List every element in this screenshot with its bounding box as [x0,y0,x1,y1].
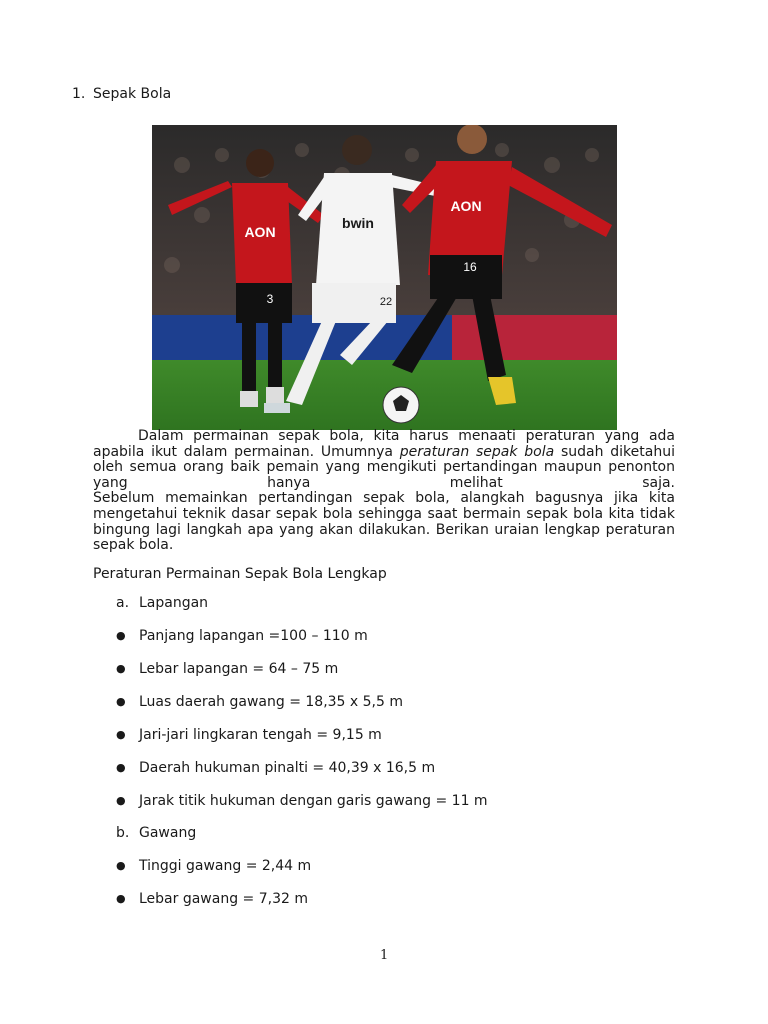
section-title: Sepak Bola [93,86,172,102]
bullet-icon: ● [116,629,126,642]
list-item [116,694,403,710]
bullet-icon: ● [116,794,126,807]
bullet-icon: ● [116,695,126,708]
jersey-sponsor-left: AON [244,224,276,240]
rules-subtitle: Peraturan Permainan Sepak Bola Lengkap [93,566,387,582]
jersey-sponsor-right: AON [450,198,482,214]
paragraph-line-7: bingung lagi langkah apa yang akan dilakukan. Berikan uraian lengkap peraturan [93,521,675,538]
list-item-text: Panjang lapangan =100 – 110 m [139,628,368,644]
list-heading-b [116,825,196,841]
list-marker-b: b. [116,825,130,841]
list-item-text: Tinggi gawang = 2,44 m [139,858,312,874]
football-match-image [152,125,617,430]
list-item [116,891,308,907]
paragraph-line-3: oleh semua orang baik pemain yang mengikuti pertandingan maupun penonton [93,459,675,476]
jersey-sponsor-center: bwin [342,215,374,231]
list-item [116,793,488,809]
paragraph-line-2 [93,445,675,461]
paragraph-line-6: mengetahui teknik dasar sepak bola sehingga saat bermain sepak bola kita tidak [93,505,675,522]
page-number: 1 [380,948,389,963]
football-photo [152,125,617,430]
list-item [116,760,435,776]
list-item [116,858,311,874]
bullet-icon: ● [116,892,126,905]
paragraph-line-1: Dalam permainan sepak bola, kita harus menaati peraturan yang ada [138,428,675,444]
bullet-icon: ● [116,728,126,741]
section-heading [72,86,171,102]
list-item-text: Luas daerah gawang = 18,35 x 5,5 m [139,694,403,710]
paragraph-line-4: yang hanya melihat saja. [93,474,675,491]
paragraph-line-5: Sebelum memainkan pertandingan sepak bola, alangkah bagusnya jika kita [93,490,675,507]
bullet-icon: ● [116,662,126,675]
list-heading-a [116,595,208,611]
paragraph-line-2-end: sudah diketahui [560,443,675,460]
list-marker-a: a. [116,595,130,611]
paragraph-line-2-italic: peraturan sepak bola [399,443,555,460]
list-item-text: Lebar lapangan = 64 – 75 m [139,661,339,677]
paragraph-line-8: sepak bola. [93,537,174,554]
list-item-text: Jari-jari lingkaran tengah = 9,15 m [139,727,382,743]
list-item [116,661,338,677]
jersey-number-right: 16 [463,260,477,274]
bullet-icon: ● [116,761,126,774]
list-item [116,727,382,743]
paragraph-line-2-start: apabila ikut dalam permainan. Umumnya [93,443,393,460]
bullet-icon: ● [116,859,126,872]
list-item-text: Jarak titik hukuman dengan garis gawang = 11 m [139,793,488,809]
jersey-number-left: 3 [266,292,274,306]
list-item [116,628,368,644]
section-number: 1. [72,86,86,102]
list-label-a: Lapangan [139,595,209,611]
list-label-b: Gawang [139,825,197,841]
list-item-text: Lebar gawang = 7,32 m [139,891,308,907]
intro-paragraph [93,429,675,554]
jersey-number-center: 22 [379,296,393,308]
list-item-text: Daerah hukuman pinalti = 40,39 x 16,5 m [139,760,436,776]
